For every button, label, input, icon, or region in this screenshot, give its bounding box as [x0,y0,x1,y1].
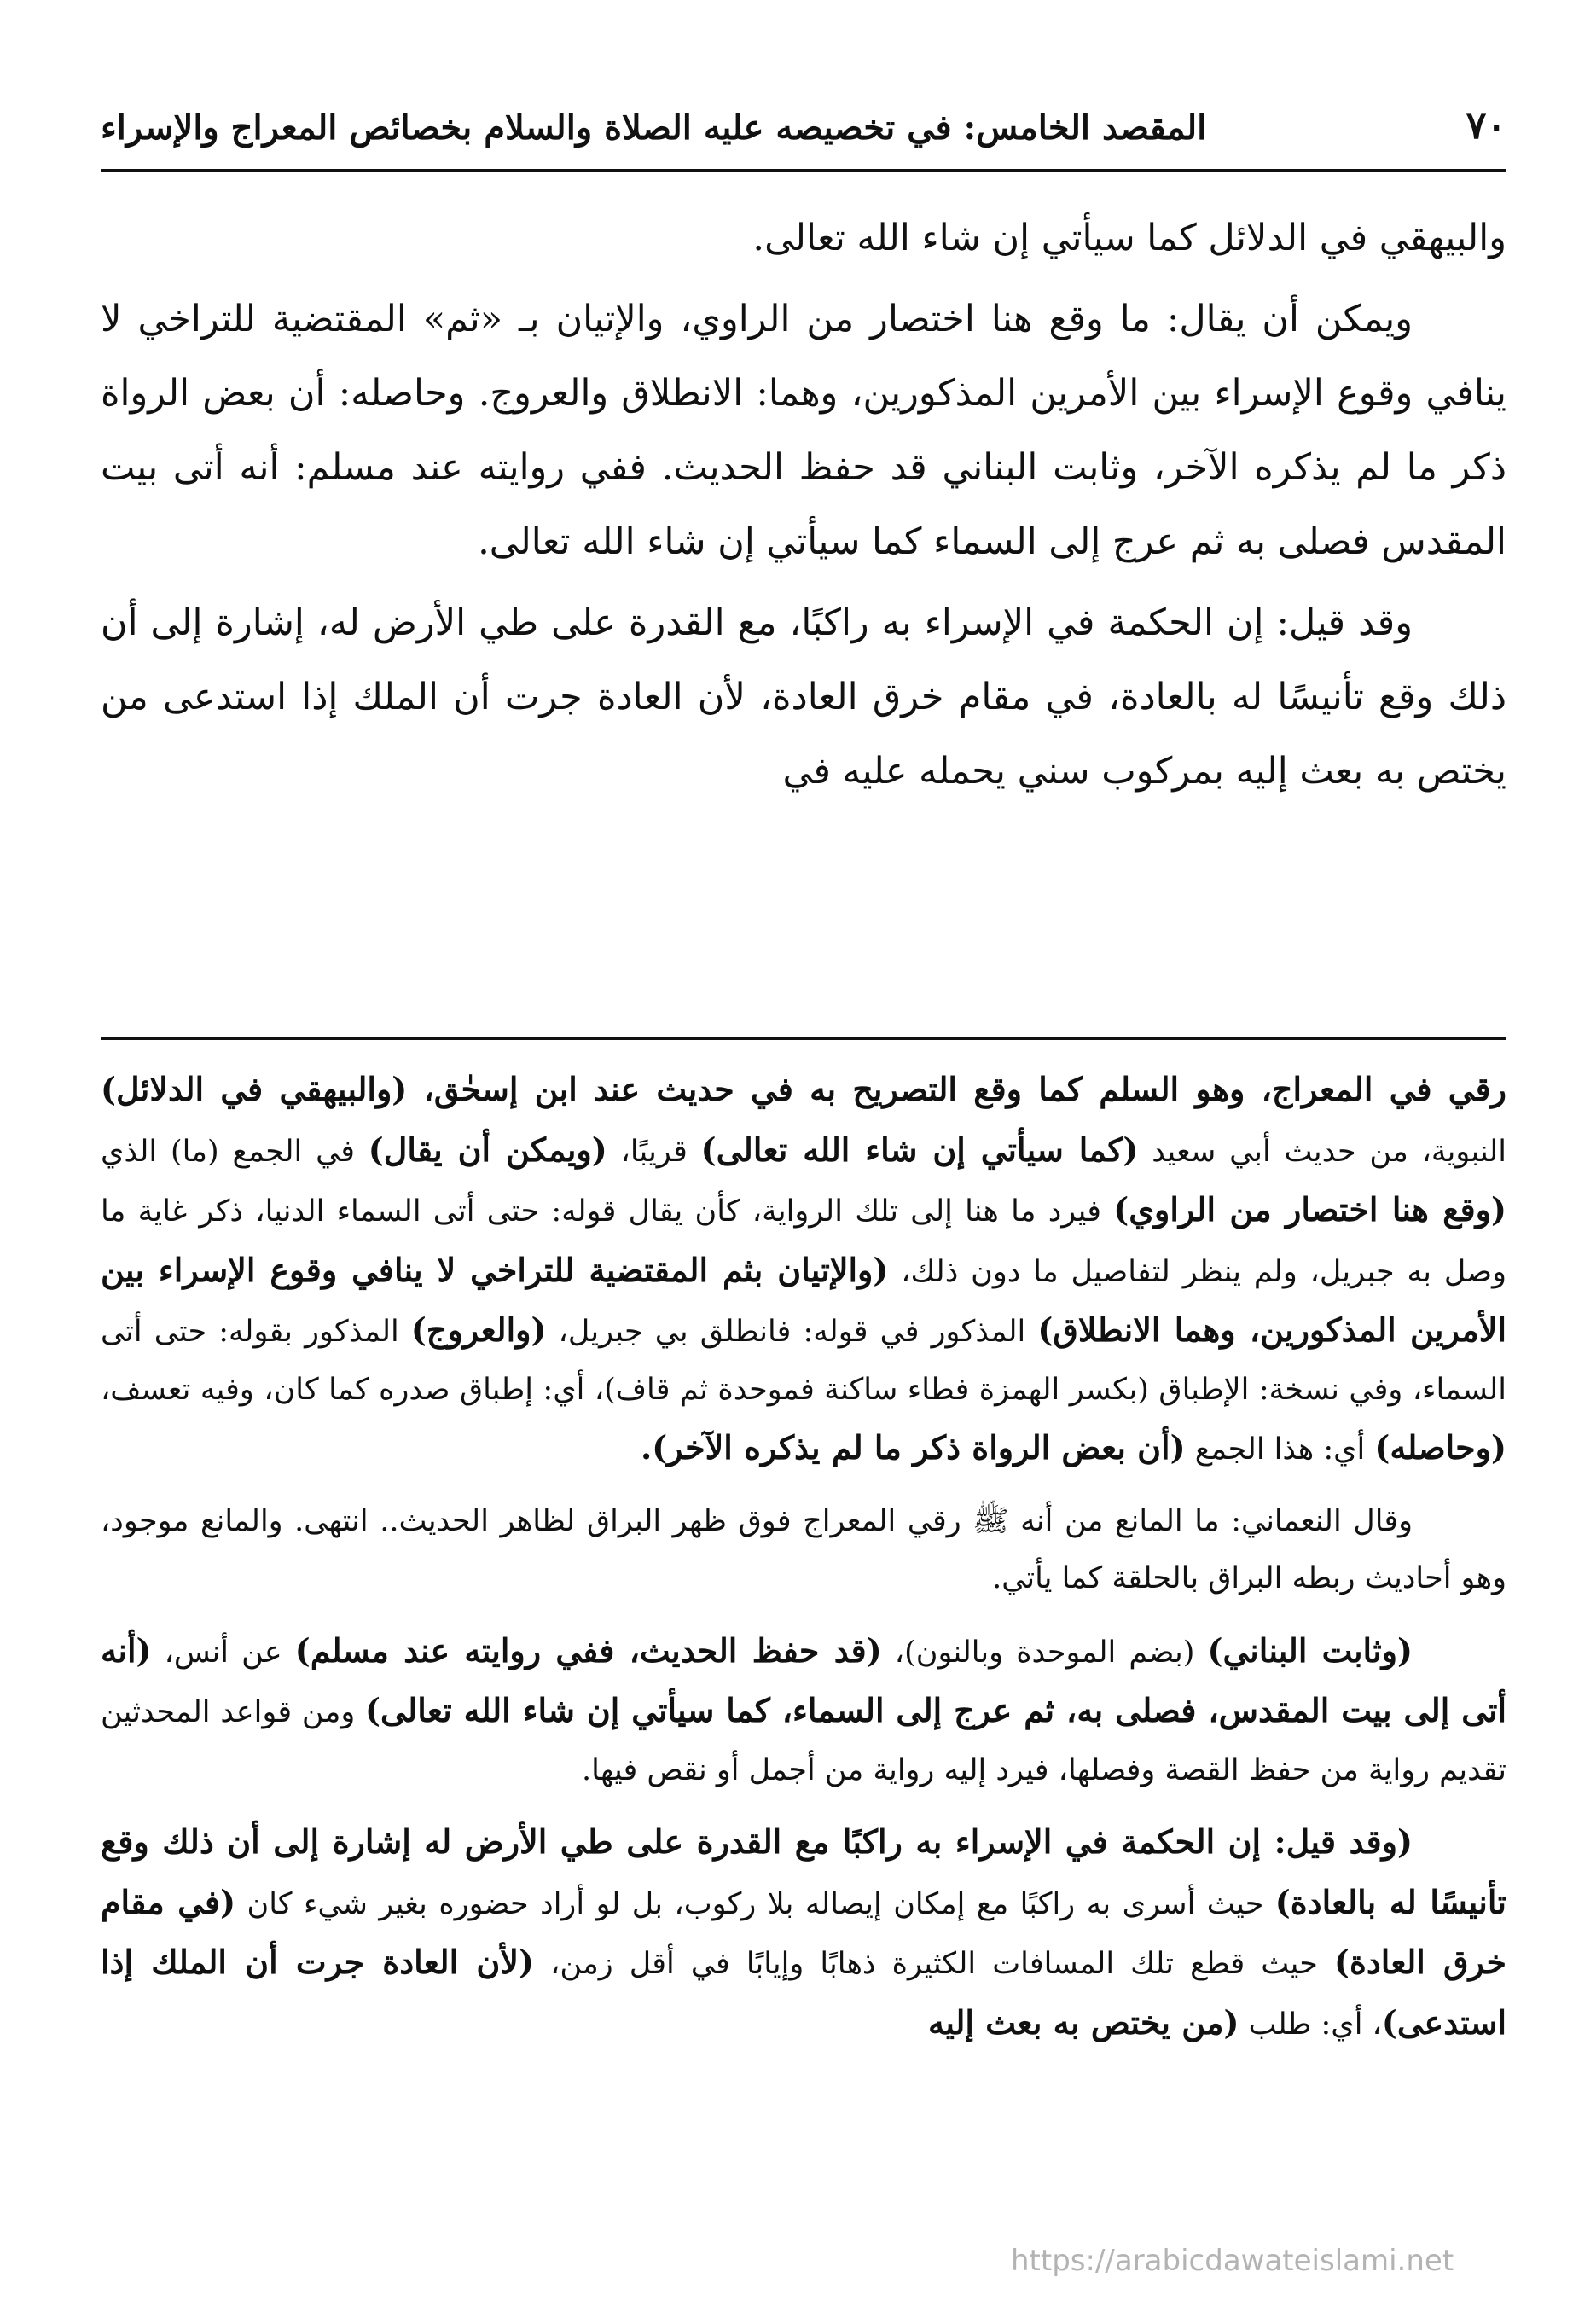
quoted-main-text: (والعروج) [410,1310,547,1349]
commentary-text-span: المذكور في قوله: فانطلق بي جبريل، [546,1315,1038,1349]
quoted-main-text: (كما سيأتي إن شاء الله تعالى) [700,1130,1139,1169]
quoted-main-text: (وقد قيل: إن الحكمة في الإسراء به راكبًا مع القدرة على طي الأرض له إشارة إلى أن ذلك وقع تأنيسًا له بالعادة) [101,1822,1506,1921]
main-text [101,201,1506,809]
commentary-paragraph-3 [101,1622,1506,1800]
running-title: المقصد الخامس: في تخصيصه عليه الصلاة والسلام بخصائص المعراج والإسراء [101,107,1207,148]
quoted-main-text: (لأن العادة جرت أن الملك إذا استدعى) [101,1943,1506,2042]
page-number: ٧٠ [1466,104,1506,148]
quoted-main-text: (قد حفظ الحديث، ففي روايته عند مسلم) [294,1630,882,1670]
quoted-main-text: (والإتيان بثم المقتضية للتراخي لا ينافي وقوع الإسراء بين الأمرين المذكورين، وهما الانطلاق) [101,1250,1507,1349]
page-header [101,101,1506,172]
watermark-url: https://arabicdawateislami.net [1011,2244,1454,2278]
commentary-text-span: ومن قواعد المحدثين تقديم رواية من حفظ القصة وفصلها، فيرد إليه رواية من أجمل أو نقص فيها. [101,1695,1506,1787]
quoted-main-text: (أن بعض الرواة ذكر ما لم يذكره الآخر). [640,1428,1186,1467]
commentary-text [101,1060,1506,2054]
commentary-paragraph-4 [101,1813,1506,2054]
quoted-main-text: (من يختص به بعث إليه [928,2002,1239,2042]
quoted-main-text: (أنه أتى إلى بيت المقدس، فصلى به، ثم عرج إلى السماء، كما سيأتي إن شاء الله تعالى) [101,1630,1506,1729]
quoted-main-text: (وحاصله) [1374,1428,1506,1467]
quoted-main-text: رقي في المعراج، وهو السلم كما وقع التصريح به في حديث عند ابن إسحٰق، (والبيهقي في الدلائل) [101,1070,1506,1108]
quoted-main-text: (وثابت البناني) [1207,1630,1413,1670]
main-paragraph-2: ويمكن أن يقال: ما وقع هنا اختصار من الراوي، والإتيان بـ «ثم» المقتضية للتراخي لا ينافي وقوع الإسراء بين الأمرين المذكورين، وهما: الانطلاق والعروج. وحاصله: أن بعض الرواة ذكر ما لم يذكره الآخر، وثابت البناني قد حفظ الحديث. ففي روايته عند مسلم: أنه أتى بيت المقدس فصلى به ثم عرج إلى السماء كما سيأتي إن شاء الله تعالى. [101,298,1506,563]
main-paragraph-1: والبيهقي في الدلائل كما سيأتي إن شاء الله تعالى. [752,217,1506,259]
commentary-text-span: في الجمع (ما) الذي [101,1134,369,1169]
commentary-text-span: حيث قطع تلك المسافات الكثيرة ذهابًا وإيابًا في أقل زمن، [533,1947,1334,1981]
main-paragraph-3: وقد قيل: إن الحكمة في الإسراء به راكبًا، مع القدرة على طي الأرض له، إشارة إلى أن ذلك وقع تأنيسًا له بالعادة، في مقام خرق العادة، لأن العادة جرت أن الملك إذا استدعى من يختص به بعث إليه بمركوب سني يحمله عليه في [101,601,1506,793]
commentary-text-span: (بضم الموحدة وبالنون)، [881,1635,1208,1670]
commentary-paragraph-1 [101,1060,1506,1479]
commentary-text-span: عن أنس، [151,1635,295,1670]
commentary-text-span: النبوية، من حديث أبي سعيد [1138,1134,1506,1169]
commentary-text-span: فيرد ما هنا إلى تلك الرواية، كأن يقال قوله: حتى أتى السماء الدنيا، ذكر غاية ما وصل به جبريل، ولم ينظر لتفاصيل ما دون ذلك، [101,1194,1506,1289]
commentary-text-span: ، أي: طلب [1239,2007,1382,2042]
commentary-text-span: أي: هذا الجمع [1185,1432,1375,1467]
commentary-text-span: حيث أسرى به راكبًا مع إمكان إيصاله بلا ركوب، بل لو أراد حضوره بغير شيء كان [235,1886,1275,1921]
commentary-text-span: المذكور بقوله: حتى أتى السماء، وفي نسخة: الإطباق (بكسر الهمزة فطاء ساكنة فموحدة ثم قاف)، أي: إطباق صدره كما كان، وفيه تعسف، [101,1315,1506,1407]
commentary-text-span: قريبًا، [607,1134,701,1169]
quoted-main-text: (في مقام خرق العادة) [101,1882,1506,1981]
quoted-main-text: (وقع هنا اختصار من الراوي) [1113,1190,1506,1229]
footnote-divider [101,1037,1506,1040]
book-page [101,101,1506,2285]
quoted-main-text: (ويمكن أن يقال) [368,1130,607,1169]
commentary-paragraph-2: وقال النعماني: ما المانع من أنه ﷺ رقي المعراج فوق ظهر البراق لظاهر الحديث.. انتهى. والمانع موجود، وهو أحاديث ربطه البراق بالحلقة كما يأتي. [101,1503,1506,1595]
